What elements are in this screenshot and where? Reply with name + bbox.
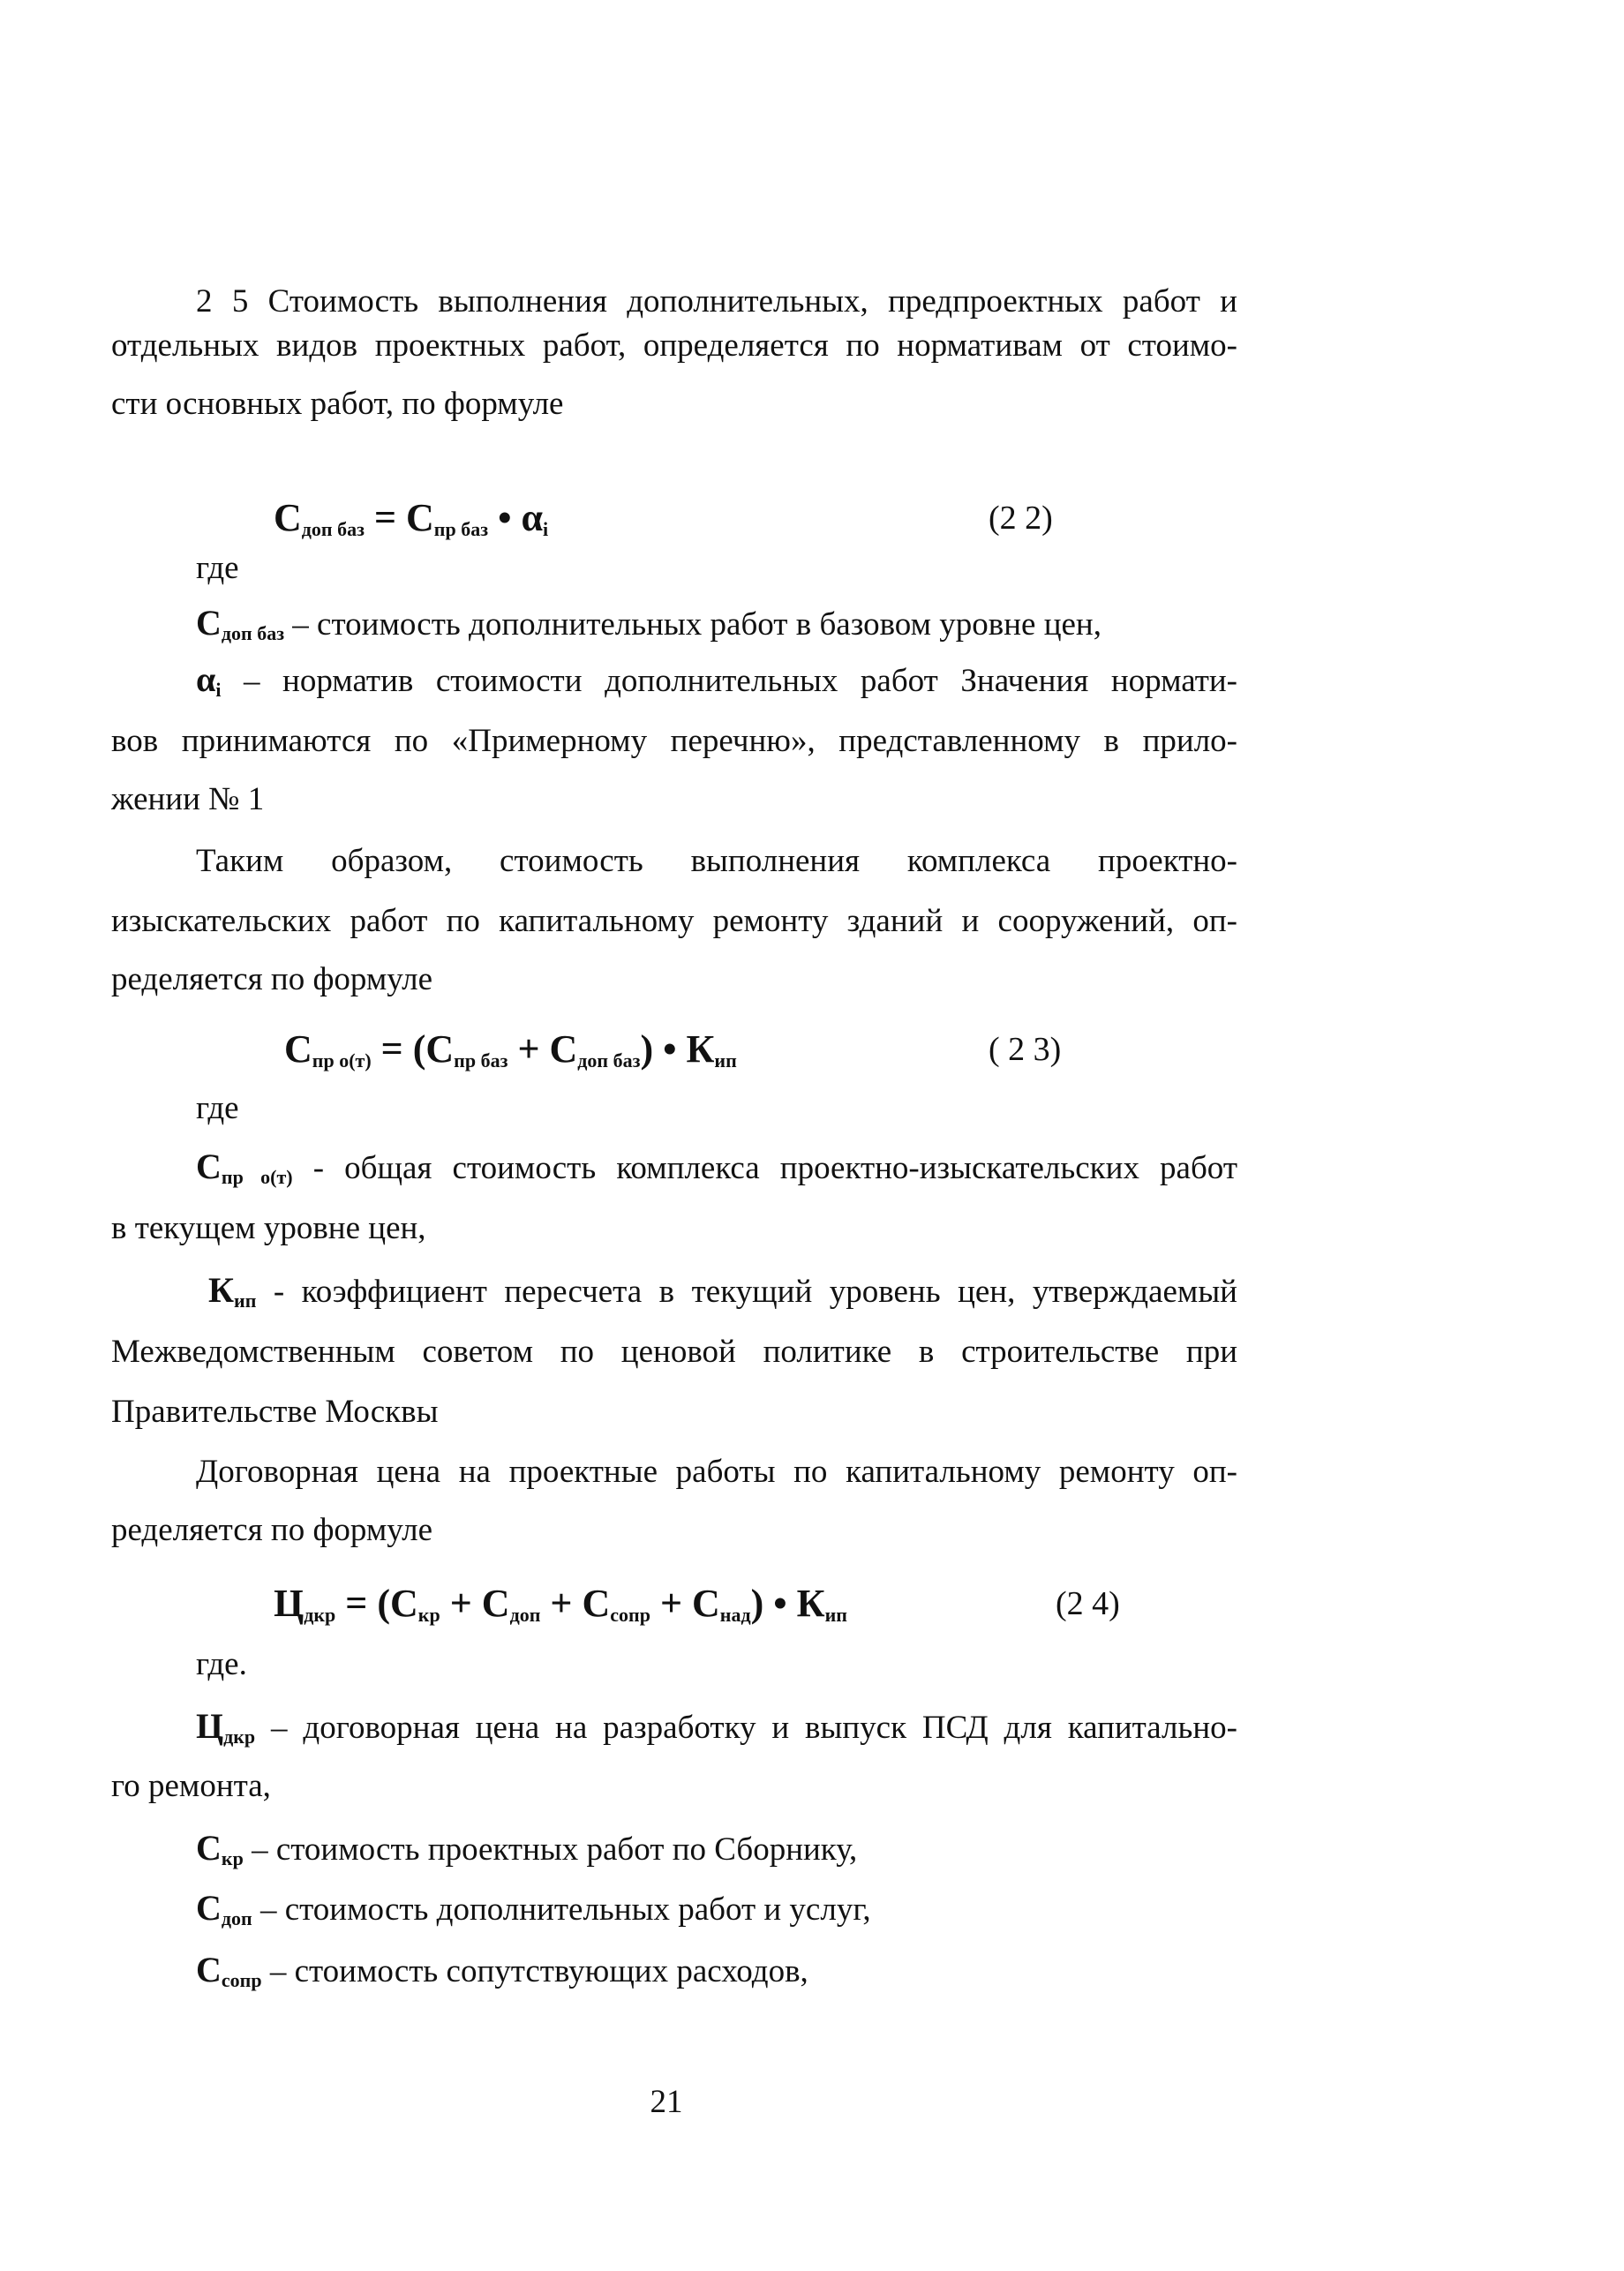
definition-k-ip-line-3: Правительстве Москвы xyxy=(111,1394,439,1430)
paragraph-takim-line-3: ределяется по формуле xyxy=(111,961,433,997)
definition-c-pr-ot-line-1: $С_{пр о(т)}$ - общая стоимость комплекса проектно-изыскательских работ xyxy=(196,1147,1237,1188)
definition-k-ip-line-1: $К_{ип}$ - коэффициент пересчета в текущий уровень цен, утверждаемый xyxy=(208,1270,1237,1312)
paragraph-takim-line-1: Таким образом, стоимость выполнения комплекса проектно- xyxy=(196,843,1237,879)
definition-c-dop-baz: $С_{доп баз}$ – стоимость дополнительных работ в базовом уровне цен, xyxy=(196,603,1101,644)
paragraph-2-5-line-3: сти основных работ, по формуле xyxy=(111,386,564,422)
paragraph-2-5-line-2: отдельных видов проектных работ, определяется по нормативам от стоимо- xyxy=(111,327,1237,364)
formula-2-4: $Ц_{дкр} = (С_{кр} + С_{доп} + С_{сопр} + С_{над})$ • $К_{ип}$ xyxy=(274,1582,847,1626)
equation-number-2-3: ( 2 3) xyxy=(989,1031,1062,1068)
definition-c-pr-ot-line-2: в текущем уровне цен, xyxy=(111,1210,426,1246)
definition-ts-dkr-line-2: го ремонта, xyxy=(111,1768,271,1804)
where-label-3: где. xyxy=(196,1646,247,1682)
page-number: 21 xyxy=(650,2084,683,2120)
definition-k-ip-line-2: Межведомственным советом по ценовой политике в строительстве при xyxy=(111,1334,1237,1370)
paragraph-dogovor-line-2: ределяется по формуле xyxy=(111,1512,433,1548)
where-label-1: где xyxy=(196,550,239,586)
definition-c-dop: $С_{доп}$ – стоимость дополнительных работ и услуг, xyxy=(196,1888,871,1929)
definition-c-kr: $С_{кр}$ – стоимость проектных работ по Сборнику, xyxy=(196,1828,858,1869)
equation-number-2-2: (2 2) xyxy=(989,500,1053,537)
definition-ts-dkr-line-1: $Ц_{дкр}$ – договорная цена на разработку и выпуск ПСД для капитально- xyxy=(196,1706,1237,1748)
paragraph-takim-line-2: изыскательских работ по капитальному ремонту зданий и сооружений, оп- xyxy=(111,903,1237,939)
definition-c-sopr: $С_{сопр}$ – стоимость сопутствующих расходов, xyxy=(196,1950,808,1991)
paragraph-dogovor-line-1: Договорная цена на проектные работы по капитальному ремонту оп- xyxy=(196,1454,1237,1490)
paragraph-2-5-line-1: 2 5 Стоимость выполнения дополнительных, предпроектных работ и xyxy=(196,283,1237,320)
equation-number-2-4: (2 4) xyxy=(1056,1585,1120,1622)
formula-2-3: $С_{пр о(т)} = (С_{пр баз} + С_{доп баз})$ • $К_{ип}$ xyxy=(284,1027,737,1072)
where-label-2: где xyxy=(196,1090,239,1126)
definition-alpha-line-3: жении № 1 xyxy=(111,781,265,817)
formula-2-2: $С_{доп баз} = С_{пр баз}$ • $\alpha_i$ xyxy=(274,496,549,540)
definition-alpha-line-2: вов принимаются по «Примерному перечню», представленному в прило- xyxy=(111,723,1237,759)
definition-alpha-line-1: $\alpha_i$ – норматив стоимости дополнительных работ Значения нормати- xyxy=(196,659,1237,701)
